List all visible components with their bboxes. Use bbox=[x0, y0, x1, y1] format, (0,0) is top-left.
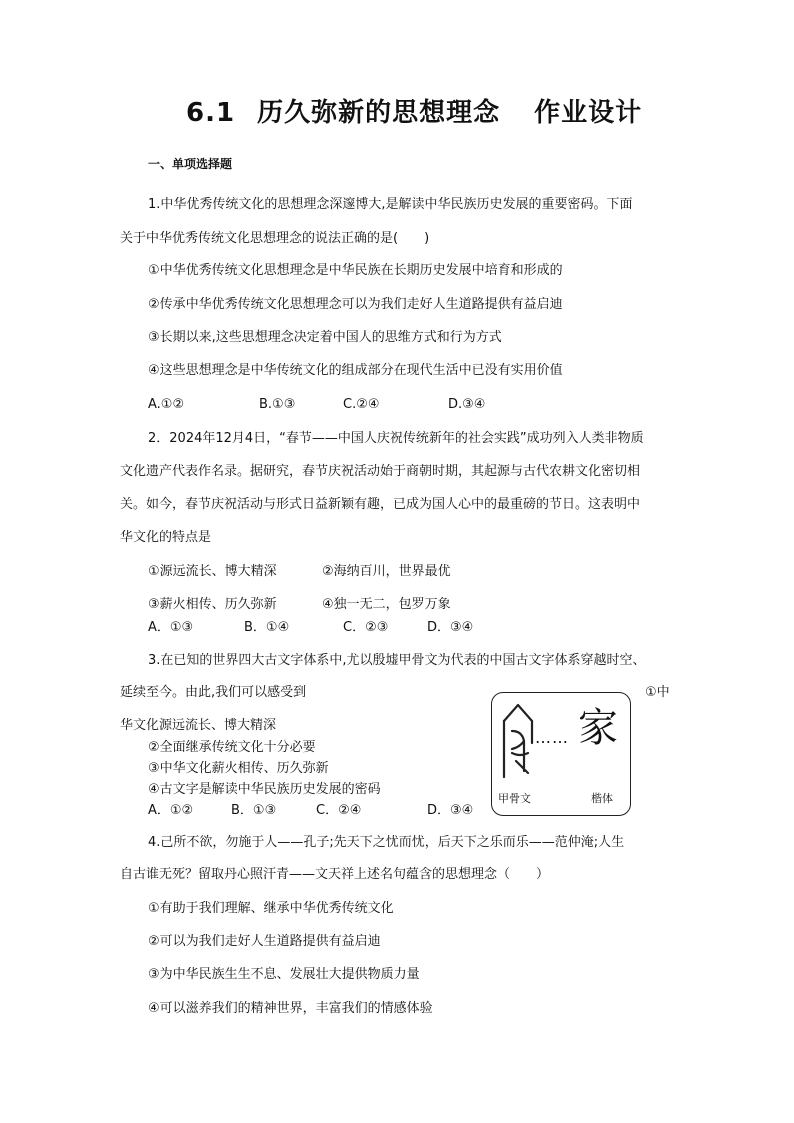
oracle-bone-jia-glyph bbox=[498, 701, 538, 781]
q3-item: ③中华文化薪火相传、历久弥新 bbox=[148, 761, 329, 776]
q3-item1-rest: 华文化源远流长、博大精深 bbox=[120, 718, 277, 733]
q2-item: ②海纳百川，世界最优 bbox=[322, 564, 451, 579]
q1-item: ③长期以来,这些思想理念决定着中国人的思维方式和行为方式 bbox=[148, 330, 502, 345]
q3-item1-mark: ①中 bbox=[645, 685, 670, 700]
q3-stem-line1: 3.在已知的世界四大古文字体系中,尤以殷墟甲骨文为代表的中国古文字体系穿越时空、 bbox=[148, 653, 646, 668]
q4-item: ②可以为我们走好人生道路提供有益启迪 bbox=[148, 934, 381, 949]
title-number: 6.1 bbox=[186, 98, 236, 128]
q4-item: ①有助于我们理解、继承中华优秀传统文化 bbox=[148, 901, 394, 916]
q1-option-a: A.①② bbox=[148, 397, 185, 412]
title-suffix: 作业设计 bbox=[534, 98, 643, 128]
q3-option-b: B．①③ bbox=[231, 803, 277, 818]
figure-label-kaishu: 楷体 bbox=[591, 792, 613, 805]
q3-option-a: A．①② bbox=[148, 803, 194, 818]
q2-stem-line4: 华文化的特点是 bbox=[120, 530, 212, 545]
q2-option-b: B．①④ bbox=[244, 620, 290, 635]
q1-option-c: C.②④ bbox=[343, 397, 380, 412]
q2-item: ③薪火相传、历久弥新 bbox=[148, 597, 277, 612]
q2-stem-line3: 关。如今，春节庆祝活动与形式日益新颖有趣，已成为国人心中的最重磅的节日。这表明中 bbox=[120, 497, 641, 512]
q3-stem-line2: 延续至今。由此,我们可以感受到 bbox=[120, 685, 307, 700]
q3-option-d: D．③④ bbox=[427, 803, 474, 818]
q3-item: ②全面继承传统文化十分必要 bbox=[148, 740, 316, 755]
oracle-bone-figure bbox=[491, 692, 631, 816]
q2-option-c: C．②③ bbox=[343, 620, 389, 635]
q1-option-b: B.①③ bbox=[259, 397, 296, 412]
q1-stem-line1: 1.中华优秀传统文化的思想理念深邃博大,是解读中华民族历史发展的重要密码。下面 bbox=[148, 197, 633, 212]
figure-label-oracle: 甲骨文 bbox=[498, 792, 531, 805]
q1-item: ④这些思想理念是中华传统文化的组成部分在现代生活中已没有实用价值 bbox=[148, 363, 563, 378]
q3-item: ④古文字是解读中华民族历史发展的密码 bbox=[148, 782, 381, 797]
title-name: 历久弥新的思想理念 bbox=[257, 98, 501, 128]
q1-option-d: D.③④ bbox=[448, 397, 486, 412]
q4-stem-line2: 自古谁无死？留取丹心照汗青——文天祥上述名句蕴含的思想理念（ ） bbox=[120, 867, 550, 882]
q1-item: ②传承中华优秀传统文化思想理念可以为我们走好人生道路提供有益启迪 bbox=[148, 297, 563, 312]
q3-option-c: C．②④ bbox=[316, 803, 362, 818]
document-title bbox=[186, 96, 642, 130]
q4-item: ④可以滋养我们的精神世界，丰富我们的情感体验 bbox=[148, 1001, 433, 1016]
q2-option-a: A．①③ bbox=[148, 620, 194, 635]
q2-option-d: D．③④ bbox=[427, 620, 474, 635]
q2-item: ④独一无二，包罗万象 bbox=[322, 597, 451, 612]
q4-item: ③为中华民族生生不息、发展壮大提供物质力量 bbox=[148, 967, 420, 982]
q2-item: ①源远流长、博大精深 bbox=[148, 564, 277, 579]
section-heading: 一、单项选择题 bbox=[148, 157, 233, 171]
q1-stem-line2: 关于中华优秀传统文化思想理念的说法正确的是( ) bbox=[120, 231, 430, 246]
q2-stem-line2: 文化遗产代表作名录。据研究，春节庆祝活动始于商朝时期，其起源与古代农耕文化密切相 bbox=[120, 464, 641, 479]
q4-stem-line1: 4.己所不欲，勿施于人——孔子;先天下之忧而忧，后天下之乐而乐——范仲淹;人生 bbox=[148, 835, 625, 850]
figure-dots: …… bbox=[535, 728, 569, 747]
q2-stem-line1: 2．2024年12月4日，“春节——中国人庆祝传统新年的社会实践”成功列入人类非物质 bbox=[148, 431, 644, 446]
kaishu-jia-character: 家 bbox=[578, 705, 618, 751]
q1-item: ①中华优秀传统文化思想理念是中华民族在长期历史发展中培育和形成的 bbox=[148, 263, 563, 278]
